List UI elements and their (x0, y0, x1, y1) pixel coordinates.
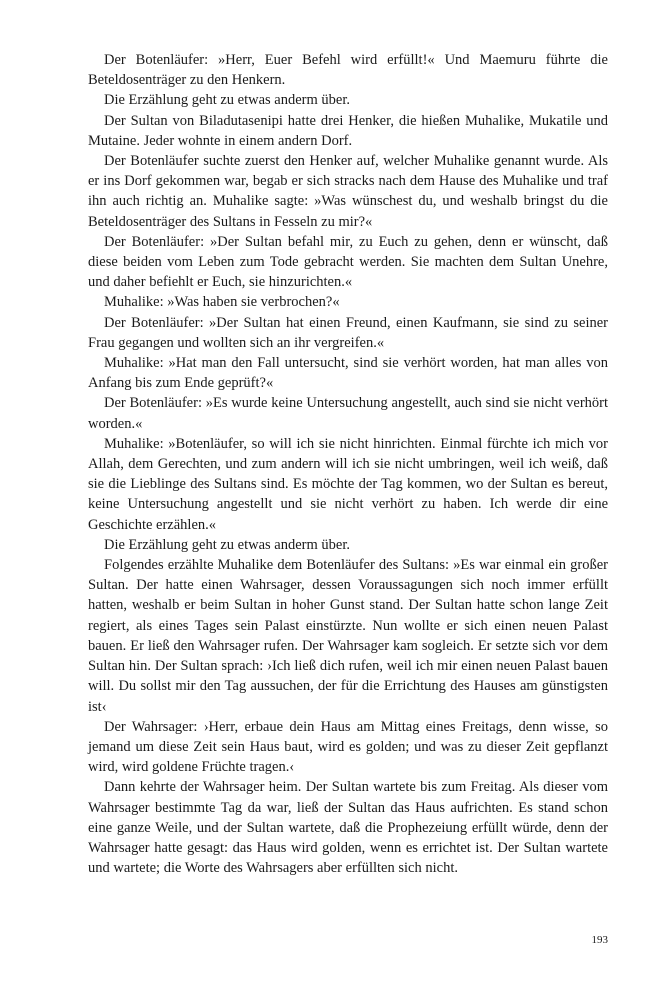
paragraph: Der Botenläufer: »Der Sultan hat einen Freund, einen Kaufmann, sie sind zu seiner Frau gegangen und wollten sich an ihr vergreifen.« (88, 314, 608, 351)
page-body (88, 50, 608, 878)
paragraph: Der Botenläufer: »Es wurde keine Untersuchung angestellt, auch sind sie nicht verhört worden.« (88, 395, 608, 432)
paragraph: Muhalike: »Hat man den Fall untersucht, sind sie verhört worden, hat man alles von Anfang bis zum Ende geprüft?« (88, 355, 608, 392)
paragraph: Die Erzählung geht zu etwas anderm über. (104, 536, 351, 553)
paragraph: Die Erzählung geht zu etwas anderm über. (104, 92, 351, 109)
paragraph: Der Botenläufer suchte zuerst den Henker auf, welcher Muhalike genannt wurde. Als er ins Dorf gekommen war, begab er sich stracks nach dem Hause des Muhalike und traf ihn auch richtig an. Muhalike sagte: »Was wünschest du, und weshalb bringst du die Beteldosenträger des Sultans in Fesseln zu mir?« (88, 153, 608, 230)
paragraph: Muhalike: »Botenläufer, so will ich sie nicht hinrichten. Einmal fürchte ich mich vor Allah, dem Gerechten, und zum andern will ich sie nicht umbringen, weil ich weiß, daß sie die Lieblinge des Sultans sind. Es möchte der Tag kommen, wo der Sultan es bereut, keine Untersuchung angestellt und sie nicht verhört zu haben. Ich werde dir eine Geschichte erzählen.« (88, 435, 608, 533)
paragraph: Der Wahrsager: ›Herr, erbaue dein Haus am Mittag eines Freitags, denn wisse, so jemand um diese Zeit sein Haus baut, wird es golden; und was zu dieser Zeit gepflanzt wird, wird goldene Früchte tragen.‹ (88, 718, 608, 776)
paragraph: Der Sultan von Biladutasenipi hatte drei Henker, die hießen Muhalike, Mukatile und Mutaine. Jeder wohnte in einem andern Dorf. (88, 112, 608, 149)
paragraph: Folgendes erzählte Muhalike dem Botenläufer des Sultans: »Es war einmal ein großer Sultan. Der hatte einen Wahrsager, dessen Voraussagungen sich noch immer erfüllt hatten, weshalb er beim Sultan in hoher Gunst stand. Der Sultan hatte schon lange Zeit regiert, als eines Tages sein Palast einstürzte. Nun wollte er sich einen neuen Palast bauen. Er ließ den Wahrsager rufen. Der Wahrsager kam sogleich. Er setzte sich vor dem Sultan hin. Der Sultan sprach: ›Ich ließ dich rufen, weil ich mir einen neuen Palast bauen will. Du sollst mir den Tag aussuchen, der für die Errichtung des Hauses am günstigsten ist‹ (88, 557, 608, 715)
paragraph: Der Botenläufer: »Herr, Euer Befehl wird erfüllt!« Und Maemuru führte die Beteldosenträger zu den Henkern. (88, 52, 608, 89)
paragraph: Der Botenläufer: »Der Sultan befahl mir, zu Euch zu gehen, denn er wünscht, daß diese beiden vom Leben zum Tode gebracht werden. Sie machten dem Sultan Unehre, und daher befiehlt er Euch, sie hinzurichten.« (88, 233, 608, 291)
paragraph: Muhalike: »Was haben sie verbrochen?« (104, 294, 340, 311)
paragraph: Dann kehrte der Wahrsager heim. Der Sultan wartete bis zum Freitag. Als dieser vom Wahrsager bestimmte Tag da war, ließ der Sultan das Haus aufrichten. Es stand schon eine ganze Weile, und der Sultan wartete, daß die Prophezeiung erfüllt würde, denn der Wahrsager hatte gesagt: das Haus wird golden, wenn es errichtet ist. Der Sultan wartete und wartete; die Worte des Wahrsagers aber erfüllten sich nicht. (88, 779, 608, 877)
page-number: 193 (591, 934, 608, 946)
